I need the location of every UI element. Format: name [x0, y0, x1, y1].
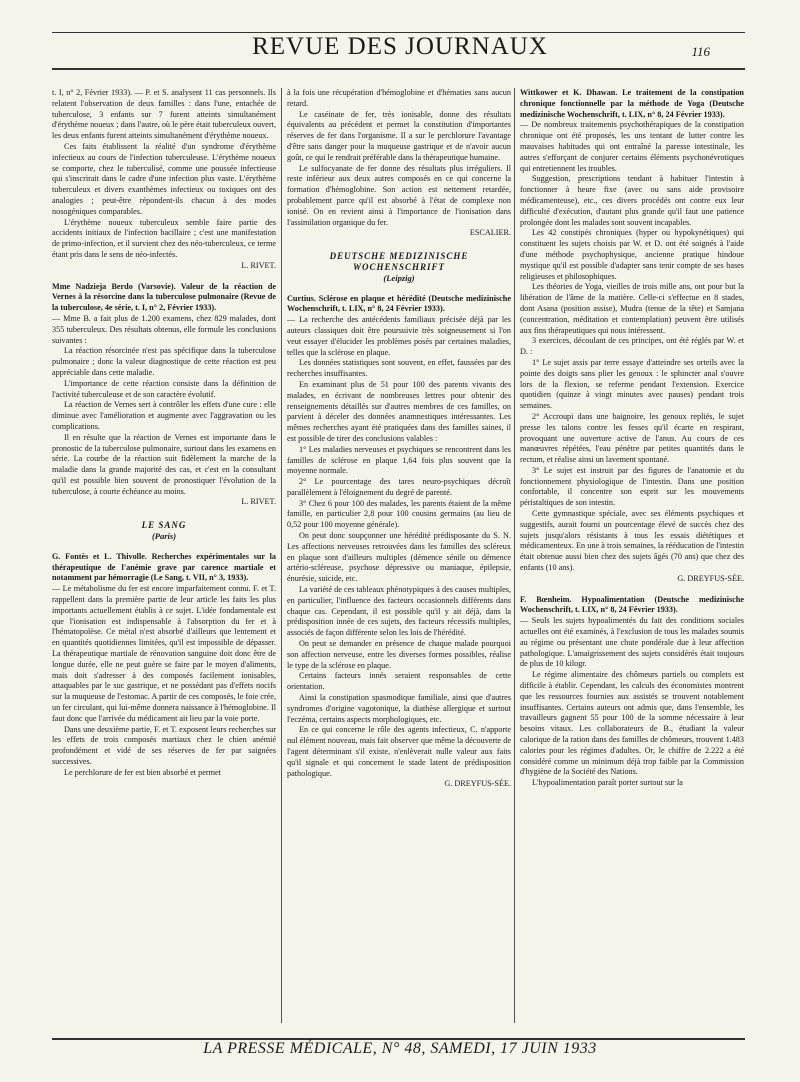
article-heading: G. Fontès et L. Thivolle. Recherches expérimentales sur la thérapeutique de l'anémie grave par carence martiale et notamment par hémorragie (Le Sang, t. VII, n° 3, 1933).: [52, 551, 276, 583]
article-heading: F. Bœnheim. Hypoalimentation (Deutsche medizinische Wochenschrift, t. LIX, n° 8, 24 Février 1933).: [520, 594, 744, 615]
column-1: [52, 88, 276, 1038]
column-3: [520, 88, 744, 1038]
column-divider: [514, 88, 515, 1023]
paragraph: 2° Le pourcentage des tares neuro-psychiques décroît parallèlement à l'éloignement du degré de parenté.: [287, 477, 511, 497]
paragraph: Ces faits établissent la réalité d'un syndrome d'érythème infectieux au cours de l'infection tuberculeuse. L'érythème noueux se comporte, chez le tuberculisé, comme une poussée infectieuse qui s'inscrirait dans le cadre d'une infection plus vaste. L'érythème tuberculeux et divers exanthèmes infectieux ou toxiques ont des analogies ; peut-être répondent-ils chacun à des modes nosogéniques comparables.: [52, 141, 276, 216]
article-heading: Mme Nadzieja Berdo (Varsovie). Valeur de la réaction de Vernes à la résorcine dans la tuberculose pulmonaire (Revue de la tuberculose, 4e série, t. I, n° 2, Février 1933).: [52, 281, 276, 313]
paragraph: L'importance de cette réaction consiste dans la définition de l'activité tuberculeuse et de son caractère évolutif.: [52, 378, 276, 399]
article-heading: Wittkower et K. Dhawan. Le traitement de la constipation chronique fonctionnelle par la méthode de Yoga (Deutsche medizinische Wochenschrift, t. LIX, n° 8, 24 Février 1933).: [520, 88, 744, 119]
page-footer: LA PRESSE MÉDICALE, N° 48, SAMEDI, 17 JUIN 1933: [203, 1040, 597, 1057]
paragraph: Le perchlorure de fer est bien absorbé et permet: [64, 767, 221, 777]
paragraph: Les 42 constipés chroniques (hyper ou hypokynétiques) qui constituent les sujets choisis par W. et D. ont été soignés à l'aide d'une méthode psychophysique, ancienne pratique hindoue mystique qu'il est possible d'adapter sans tenir compte de ses bases religieuses et philosophiques.: [520, 228, 744, 281]
paragraph: Cette gymnastique spéciale, avec ses éléments psychiques et suggestifs, aurait fourni un pourcentage élevé de succès chez des sujets jusqu'alors résistants à tous les essais diététiques et médicamenteux. En une à trois semaines, la rééducation de l'intestin était obtenue aussi bien chez des sujets âgés (70 ans) que chez des enfants (10 ans).: [520, 509, 744, 573]
paragraph: 2° Accroupi dans une baignoire, les genoux repliés, le sujet presse les talons contre les fesses qu'il écarte en respirant, provoquant une ouverture active de l'anus. Au cours de ces manœuvres répétées, l'eau pénètre par petites quantités dans le rectum, et réalise ainsi un lavement spontané.: [520, 411, 744, 465]
paragraph: 1° Le sujet assis par terre essaye d'atteindre ses orteils avec la pointe des doigts sans plier les genoux : le sphincter anal s'ouvre lors de la flexion, se referme pendant l'extension. Exercice quotidien (quinze à vingt minutes avec pauses) pendant trois semaines.: [520, 357, 744, 411]
paragraph: t. I, n° 2, Février 1933). — P. et S. analysent 11 cas personnels. Ils relatent l'observation de deux familles : dans l'une, entachée de tuberculose, 3 enfants sur 7 furent atteints simultanément d'érythème noueux ; dans l'autre, où le père était tuberculeux ouvert, les deux enfants furent atteints simultanément d'érythème noueux.: [52, 88, 276, 141]
paragraph: Le sulfocyanate de fer donne des résultats plus irréguliers. Il reste inférieur aux deux autres composés en ce qui concerne la formation d'hémoglobine. Son action est nettement retardée, probablement parce qu'il est absorbé à l'état de complexe non ionisé. On en revient ainsi à l'importance de l'ionisation dans l'assimilation organique du fer.: [287, 163, 511, 227]
journal-section-title: REVUE DES JOURNAUX: [252, 33, 548, 60]
paragraph: Les données statistiques sont souvent, en effet, faussées par des recherches insuffisantes.: [287, 358, 511, 379]
journal-section-heading: LE SANG: [141, 520, 187, 531]
journal-section-city: (Leipzig): [383, 272, 415, 283]
author-signature: G. DREYFUS-SÉE.: [677, 573, 744, 583]
paragraph: La variété de ces tableaux phénotypiques à des causes multiples, en particulier, l'influence des facteurs occasionnels différents dans chaque cas. Cependant, il est possible qu'il y ait déjà, dans la prédisposition innée de ces sujets, des facteurs récessifs multiples, associés de façon différente selon les lois de l'hérédité.: [287, 585, 511, 638]
paragraph: — Mme B. a fait plus de 1.200 examens, chez 829 malades, dont 355 tuberculeux. Des résultats obtenus, elle formule les conclusions suivantes :: [52, 313, 276, 345]
author-signature: G. DREYFUS-SÉE.: [444, 779, 511, 789]
header-bottom-rule: [52, 68, 745, 70]
paragraph: Suggestion, prescriptions tendant à habituer l'intestin à fonctionner à heure fixe (avec ou sans aide provisoire médicamenteuse), etc., ces divers procédés ont contre eux leur difficulté d'exécution, d'autant plus grande qu'il faut une patience prolongée dont les malades sont souvent incapables.: [520, 174, 744, 227]
paragraph: — Le métabolisme du fer est encore imparfaitement connu. F. et T. rappellent dans la première partie de leur article les faits les plus importants actuellement établis à ce sujet. L'idée fondamentale est que l'ionisation est indispensable à l'absorption du fer et à l'hématopoïèse. Ce métal n'est absorbé d'ailleurs que lentement et en quantités quotidiennes limitées, qu'il est impossible de dépasser. La thérapeutique martiale de rénovation sanguine doit donc être de longue durée, elle ne peut guère se faire par le moyen d'aliments, mais doit s'adresser à des composés facilement ionisables, attaquables par le suc gastrique, et ne possédant pas d'effets nocifs sur la muqueuse de l'estomac. A partir de ces composés, le foie crée, un fer circulant, qui lui-même donnera naissance à l'hémoglobine. Il faut donc que l'arrivée du médicament ait lieu par la voie porte.: [52, 584, 276, 723]
paragraph: Certains facteurs innés seraient responsables de cette orientation.: [287, 671, 511, 692]
journal-section-city: (Paris): [151, 531, 177, 542]
paragraph: 3° Le sujet est instruit par des figures de l'anatomie et du fonctionnement physiologique de l'intestin. Dans une position confortable, il concentre son esprit sur les mouvements péristaltiques de son intestin.: [520, 465, 744, 508]
paragraph: En examinant plus de 51 pour 100 des parents vivants des malades, en écrivant de nombreuses lettres pour obtenir des renseignements détaillés sur d'autres membres de ces familles, on parvient à déceler des données anamnestiques intéressantes. Les mêmes recherches ayant été pratiquées dans des familles saines, il est possible de tirer des conclusions valables :: [287, 379, 511, 443]
paragraph: Le régime alimentaire des chômeurs partiels ou complets est difficile à établir. Cependant, les calculs des économistes montrent que les ressources fournies aux assistés se trouvent notablement insuffisantes. Certains auteurs ont admis que, dans l'ensemble, les travailleurs gagnent 55 pour 100 de la somme nécessaire à leur besoins vitaux. Les collaborateurs de B., étudiant la valeur calorique de la ration dans des familles de chômeurs, trouvent 1.483 calories pour les régimes d'adultes. Or, le chiffre de 2.222 a été considéré comme un minimum déjà trop faible par la Commission d'hygiène de la Société des Nations.: [520, 670, 744, 777]
paragraph: La réaction de Vernes sert à contrôler les effets d'une cure : elle diminue avec l'amélioration et augmente avec l'aggravation ou les complications.: [52, 400, 276, 431]
paragraph: Le caséinate de fer, très ionisable, donne des résultats équivalents au précédent et permet la constitution d'importantes réserves de fer dans l'organisme. Il a sur le perchlorure l'avantage d'être sans danger pour la muqueuse gastrique et de n'avoir aucun goût, ce qui le rendrait préférable dans la thérapeutique humaine.: [287, 109, 511, 162]
author-signature: L. RIVET.: [241, 497, 276, 507]
page-number: 116: [691, 44, 710, 59]
paragraph: — De nombreux traitements psychothérapiques de la constipation chronique ont été proposés, les uns tentant de lutter contre les mauvaises habitudes qui ont entraîné la paresse intestinale, les autres s'efforçant de conjurer certains éléments psychonévrotiques qui entretiennent les troubles.: [520, 120, 744, 173]
paragraph: En ce qui concerne le rôle des agents infectieux, C. n'apporte nul élément nouveau, mais fait observer que même la découverte de l'agent déterminant s'il existe, n'enlèverait nulle valeur aux faits qu'il signale et qui concernent le stade latent de prédisposition pathologique.: [287, 725, 511, 778]
paragraph: — Seuls les sujets hypoalimentés du fait des conditions sociales actuelles ont été examinés, à l'exclusion de tous les malades soumis au régime ou présentant une chute pondérale due à leur affection pathologique. L'amaigrissement des sujets considérés était toujours de plus de 10 kilogr.: [520, 616, 744, 669]
journal-section-heading: DEUTSCHE MEDIZINISCHE WOCHENSCHRIFT: [329, 251, 469, 272]
author-signature: ESCALIER.: [469, 228, 511, 238]
paragraph: L'érythème noueux tuberculeux semble faire partie des accidents initiaux de l'infection bacillaire ; c'est une manifestation de primo-infection, et il survient chez des néo-tuberculeux, ce terme étant pris dans le sens de néo-infectés.: [52, 217, 276, 259]
paragraph: 3 exercices, découlant de ces principes, ont été réglés par W. et D. :: [520, 336, 744, 357]
paragraph: Les théories de Yoga, vieilles de trois mille ans, ont pour but la libération de l'âme de la matière. Celle-ci s'effectue en 8 stades, dont Asana (position assise), Mudra (tenue de la tête) et Samjana (concentration, méditation et contemplation) peuvent être utilisés aux fins thérapeutiques qui nous intéressent.: [520, 282, 744, 335]
column-2: [287, 88, 511, 1038]
paragraph: Dans une deuxième partie, F. et T. exposent leurs recherches sur les effets de trois composés martiaux chez le chien anémié profondément et vidé de ses réserves de fer par saignées successives.: [52, 724, 276, 767]
paragraph: Il en résulte que la réaction de Vernes est importante dans le pronostic de la tuberculose pulmonaire, surtout dans les examens en série. La courbe de la réaction suit fidèlement la marche de la maladie dans la grande majorité des cas, et c'est en la consultant qu'il est possible bien souvent de pronostiquer l'évolution de la tuberculose, à courte échéance au moins.: [52, 432, 276, 496]
paragraph: à la fois une récupération d'hémoglobine et d'hématies sans aucun retard.: [287, 88, 511, 108]
paragraph: La réaction résorcinée n'est pas spécifique dans la tuberculose pulmonaire ; donc la valeur diagnostique de cette réaction est peu appréciable dans cette maladie.: [52, 346, 276, 377]
column-divider: [281, 88, 282, 1023]
paragraph: — La recherche des antécédents familiaux précisée déjà par les auteurs classiques doit être poursuivie très soigneusement si l'on veut essayer d'élucider les problèmes posés par certaines maladies, telles que la sclérose en plaque.: [287, 315, 511, 357]
paragraph: 3° Chez 6 pour 100 des malades, les parents étaient de la même famille, en particulier 2,8 pour 100 cousins germains (au lieu de 0,52 pour 100 moyenne générale).: [287, 498, 511, 530]
paragraph: On peut donc soupçonner une hérédité prédisposante du S. N. Les affections nerveuses retrouvées dans les familles des scléreux en plaque sont d'ailleurs multiples (démence sénile ou démence artério-scléreuse, psychose dépressive ou maniaque, épilepsie, énurésie, suicide, etc.: [287, 531, 511, 584]
paragraph: L'hypoalimentation paraît porter surtout sur la: [532, 778, 683, 788]
paragraph: On peut se demander en présence de chaque malade pourquoi son affection nerveuse, entre les diverses formes possibles, réalise le type de la sclérose en plaque.: [287, 639, 511, 670]
article-heading: Curtius. Sclérose en plaque et hérédité (Deutsche medizinische Wochenschrift, t. LIX, n° 8, 24 Février 1933).: [287, 293, 511, 314]
paragraph: Ainsi la constipation spasmodique familiale, ainsi que d'autres syndromes d'origine vagotonique, la diathèse allergique et surtout l'eczéma, certains aspects morphologiques, etc.: [287, 693, 511, 724]
paragraph: 1° Les maladies nerveuses et psychiques se rencontrent dans les familles de sclérose en plaque 1,64 fois plus souvent que la moyenne normale.: [287, 444, 511, 476]
author-signature: L. RIVET.: [241, 260, 276, 270]
